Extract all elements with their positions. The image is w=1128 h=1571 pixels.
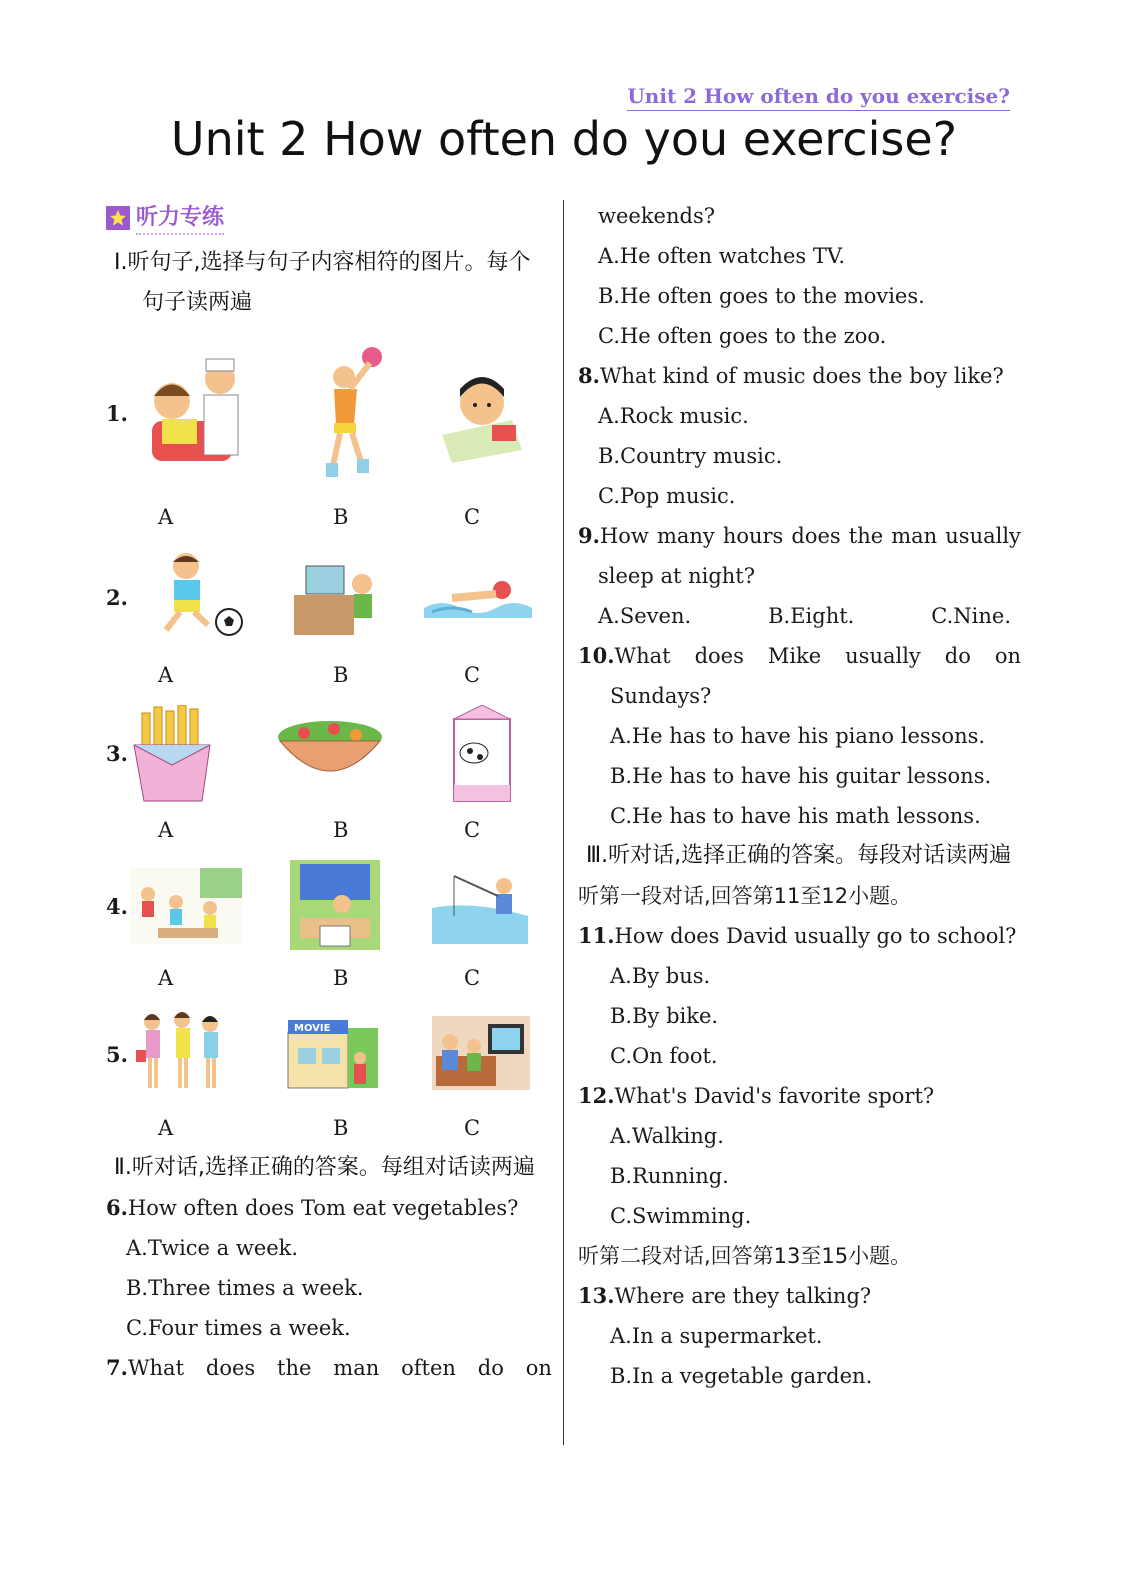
question-number: 9.	[578, 523, 600, 548]
question-word: What	[127, 1356, 185, 1380]
left-column	[106, 196, 552, 323]
question-8	[578, 356, 1021, 396]
option-label: A	[158, 663, 174, 687]
option-a: A.Seven.	[598, 604, 692, 628]
question-word: do	[944, 644, 971, 668]
question-9-options	[578, 596, 1021, 636]
question-word: on	[525, 1356, 552, 1380]
question-number: 7.	[106, 1355, 128, 1380]
boy-drawing-icon	[432, 365, 532, 465]
question-word: usually	[945, 524, 1021, 548]
section-badge-label: 听力专练	[136, 200, 224, 235]
part2-left	[106, 1148, 552, 1388]
question-word: man	[891, 524, 938, 548]
star-icon	[106, 206, 130, 230]
basketball-player-icon	[302, 345, 392, 485]
salad-bowl-icon	[274, 711, 386, 791]
office-worker-icon	[290, 860, 380, 950]
question-9-continued: sleep at night?	[598, 564, 756, 588]
row-number: 1.	[106, 401, 128, 426]
question-word: do	[477, 1356, 504, 1380]
picture-row-4	[106, 860, 552, 1000]
option-label: B	[333, 1116, 349, 1140]
option-label: C	[464, 966, 481, 990]
question-word: does	[791, 524, 841, 548]
option-c: C.On foot.	[610, 1044, 718, 1068]
option-a: A.He has to have his piano lessons.	[610, 724, 986, 748]
question-text: What kind of music does the boy like?	[599, 364, 1004, 388]
option-label: B	[333, 663, 349, 687]
right-column	[578, 196, 1021, 1396]
option-c: C.He has to have his math lessons.	[610, 804, 981, 828]
part3-title: Ⅲ.听对话,选择正确的答案。每段对话读两遍	[586, 843, 1012, 868]
question-word: the	[848, 524, 884, 548]
dialogue-intro-1: 听第一段对话,回答第11至12小题。	[578, 884, 912, 908]
question-word: does	[694, 644, 744, 668]
option-c: C.He often goes to the zoo.	[598, 324, 887, 348]
question-word: on	[994, 644, 1021, 668]
question-word: How	[599, 524, 649, 548]
picture-row-5	[106, 1010, 552, 1150]
question-word: many	[656, 524, 715, 548]
option-b: B.Country music.	[598, 444, 783, 468]
option-b: B.Eight.	[768, 604, 855, 628]
option-a: A.Rock music.	[598, 404, 749, 428]
dentist-icon	[132, 351, 252, 481]
question-number: 13.	[578, 1283, 615, 1308]
option-b: B.In a vegetable garden.	[610, 1364, 873, 1388]
option-b: B.Three times a week.	[126, 1276, 364, 1300]
movie-theater-icon	[282, 1018, 382, 1094]
question-7-continued: weekends?	[598, 204, 715, 228]
question-word: man	[333, 1356, 380, 1380]
option-c: C.Four times a week.	[126, 1316, 351, 1340]
column-divider	[563, 200, 564, 1445]
question-word: hours	[722, 524, 784, 548]
computer-desk-icon	[292, 560, 382, 640]
row-number: 4.	[106, 894, 128, 919]
question-9	[578, 516, 1021, 556]
option-label: C	[464, 505, 481, 529]
option-label: C	[464, 1116, 481, 1140]
question-10	[578, 636, 1021, 676]
option-a: A.In a supermarket.	[610, 1324, 823, 1348]
question-word: often	[401, 1356, 456, 1380]
question-7	[106, 1348, 552, 1388]
question-text: How does David usually go to school?	[614, 924, 1017, 948]
question-text: What's David's favorite sport?	[614, 1084, 935, 1108]
question-number: 12.	[578, 1083, 615, 1108]
option-label: B	[333, 818, 349, 842]
option-b: B.He often goes to the movies.	[598, 284, 925, 308]
question-number: 8.	[578, 363, 600, 388]
question-word: the	[277, 1356, 312, 1380]
soccer-boy-icon	[136, 550, 246, 640]
option-b: B.He has to have his guitar lessons.	[610, 764, 992, 788]
shopping-girls-icon	[136, 1010, 226, 1094]
option-c: C.Swimming.	[610, 1204, 752, 1228]
swimmer-icon	[422, 568, 534, 628]
picture-row-1	[106, 345, 552, 535]
question-word: Mike	[767, 644, 822, 668]
option-label: A	[158, 818, 174, 842]
section-badge	[106, 200, 552, 235]
option-label: A	[158, 966, 174, 990]
option-c: C.Pop music.	[598, 484, 736, 508]
option-label: B	[333, 505, 349, 529]
children-playing-icon	[130, 868, 242, 944]
option-label: A	[158, 505, 174, 529]
question-12	[578, 1076, 1021, 1116]
option-a: A.He often watches TV.	[598, 244, 846, 268]
question-13	[578, 1276, 1021, 1316]
row-number: 2.	[106, 585, 128, 610]
question-text: Where are they talking?	[614, 1284, 872, 1308]
row-number: 3.	[106, 741, 128, 766]
picture-row-2	[106, 550, 552, 698]
question-6	[106, 1188, 552, 1228]
svg-text:MOVIE: MOVIE	[294, 1023, 331, 1034]
option-b: B.By bike.	[610, 1004, 719, 1028]
dialogue-intro-2: 听第二段对话,回答第13至15小题。	[578, 1244, 912, 1268]
option-c: C.Nine.	[931, 604, 1011, 628]
family-tv-icon	[432, 1016, 530, 1090]
milk-carton-icon	[450, 705, 518, 805]
option-a: A.Walking.	[610, 1124, 724, 1148]
fishing-icon	[432, 870, 528, 944]
question-word: What	[614, 644, 671, 668]
option-a: A.By bus.	[610, 964, 711, 988]
option-label: C	[464, 663, 481, 687]
question-10-continued: Sundays?	[610, 684, 712, 708]
french-fries-icon	[128, 705, 218, 805]
option-a: A.Twice a week.	[126, 1236, 299, 1260]
part1-title: Ⅰ.听句子,选择与句子内容相符的图片。每个句子读两遍	[114, 250, 531, 315]
question-number: 6.	[106, 1195, 128, 1220]
option-b: B.Running.	[610, 1164, 729, 1188]
page-title: Unit 2 How often do you exercise?	[170, 112, 958, 166]
question-word: does	[205, 1356, 256, 1380]
option-label: B	[333, 966, 349, 990]
option-label: A	[158, 1116, 174, 1140]
question-11	[578, 916, 1021, 956]
option-label: C	[464, 818, 481, 842]
picture-row-3	[106, 705, 552, 855]
row-number: 5.	[106, 1042, 128, 1067]
question-number: 11.	[578, 923, 615, 948]
running-head: Unit 2 How often do you exercise?	[627, 84, 1010, 111]
question-number: 10.	[578, 643, 615, 668]
question-word: usually	[845, 644, 921, 668]
question-text: How often does Tom eat vegetables?	[127, 1196, 519, 1220]
part2-title: Ⅱ.听对话,选择正确的答案。每组对话读两遍	[114, 1155, 535, 1180]
